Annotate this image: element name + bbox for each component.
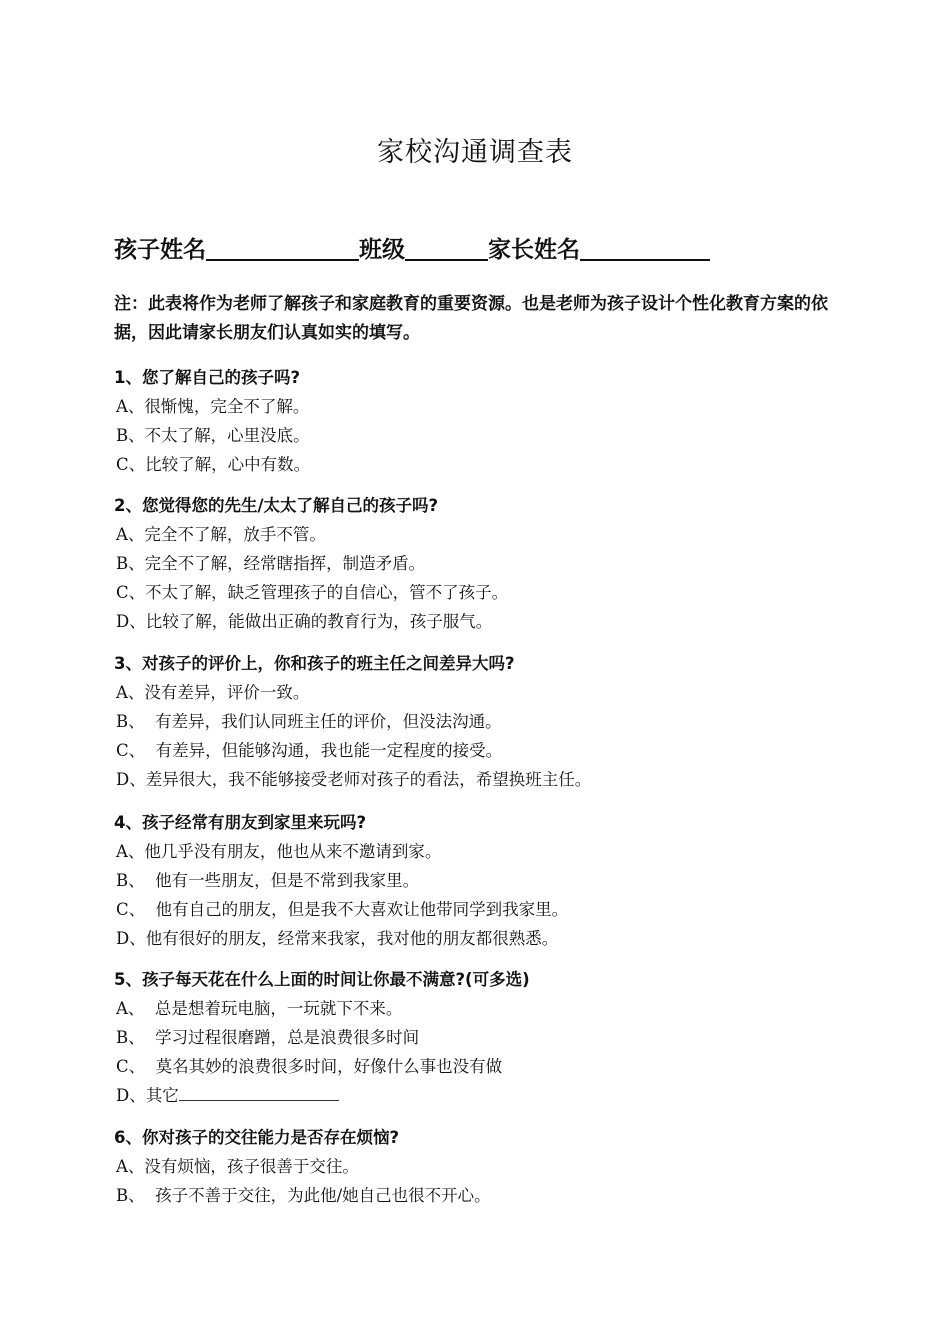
option-a[interactable]: A、 总是想着玩电脑，一玩就下不来。 [116, 999, 403, 1018]
option-b[interactable]: B、 有差异，我们认同班主任的评价，但没法沟通。 [116, 712, 502, 731]
option-b[interactable]: B、 他有一些朋友，但是不常到我家里。 [116, 871, 420, 890]
question-title: 5、孩子每天花在什么上面的时间让你最不满意?(可多选) [114, 970, 530, 989]
option-c[interactable]: C、 莫名其妙的浪费很多时间，好像什么事也没有做 [116, 1057, 503, 1076]
other-fill-blank[interactable] [179, 1082, 339, 1101]
option-b[interactable]: B、完全不了解，经常瞎指挥，制造矛盾。 [116, 554, 426, 573]
option-d[interactable]: D、他有很好的朋友，经常来我家，我对他的朋友都很熟悉。 [116, 929, 559, 948]
info-row [114, 228, 710, 264]
parent-name-blank[interactable] [580, 233, 710, 261]
option-b[interactable]: B、 孩子不善于交往，为此他/她自己也很不开心。 [116, 1186, 491, 1205]
option-d: D、其它 [116, 1086, 179, 1105]
question-title: 4、孩子经常有朋友到家里来玩吗? [114, 813, 367, 832]
option-c[interactable]: C、 他有自己的朋友，但是我不大喜欢让他带同学到我家里。 [116, 900, 569, 919]
question-title: 2、您觉得您的先生/太太了解自己的孩子吗? [114, 496, 439, 515]
parent-name-label: 家长姓名 [488, 237, 580, 263]
option-a[interactable]: A、他几乎没有朋友，他也从来不邀请到家。 [116, 842, 442, 861]
option-c[interactable]: C、不太了解，缺乏管理孩子的自信心，管不了孩子。 [116, 583, 509, 602]
option-a[interactable]: A、没有烦恼，孩子很善于交往。 [116, 1157, 359, 1176]
question-title: 1、您了解自己的孩子吗? [114, 368, 301, 387]
survey-note: 注：此表将作为老师了解孩子和家庭教育的重要资源。也是老师为孩子设计个性化教育方案的依据，因此请家长朋友们认真如实的填写。 [114, 294, 828, 343]
question-2 [114, 491, 854, 636]
option-c[interactable]: C、 有差异，但能够沟通，我也能一定程度的接受。 [116, 741, 503, 760]
child-name-label: 孩子姓名 [114, 237, 206, 263]
question-title: 6、你对孩子的交往能力是否存在烦恼? [114, 1128, 400, 1147]
option-d[interactable]: D、比较了解，能做出正确的教育行为，孩子服气。 [116, 612, 493, 631]
option-d[interactable]: D、差异很大，我不能够接受老师对孩子的看法，希望换班主任。 [116, 770, 592, 789]
option-b[interactable]: B、 学习过程很磨蹭，总是浪费很多时间 [116, 1028, 420, 1047]
question-3 [114, 649, 854, 794]
question-5 [114, 965, 854, 1110]
child-name-blank[interactable] [206, 233, 359, 261]
option-a[interactable]: A、很惭愧，完全不了解。 [116, 397, 310, 416]
option-c[interactable]: C、比较了解，心中有数。 [116, 455, 311, 474]
option-a[interactable]: A、完全不了解，放手不管。 [116, 525, 326, 544]
option-a[interactable]: A、没有差异，评价一致。 [116, 683, 310, 702]
question-6 [114, 1123, 854, 1210]
page-title: 家校沟通调查表 [377, 137, 573, 168]
option-d-row[interactable] [114, 1081, 854, 1110]
question-title: 3、对孩子的评价上，你和孩子的班主任之间差异大吗? [114, 654, 515, 673]
class-blank[interactable] [405, 233, 488, 261]
option-b[interactable]: B、不太了解，心里没底。 [116, 426, 310, 445]
class-label: 班级 [359, 237, 405, 263]
question-4 [114, 808, 854, 953]
question-1 [114, 363, 854, 479]
